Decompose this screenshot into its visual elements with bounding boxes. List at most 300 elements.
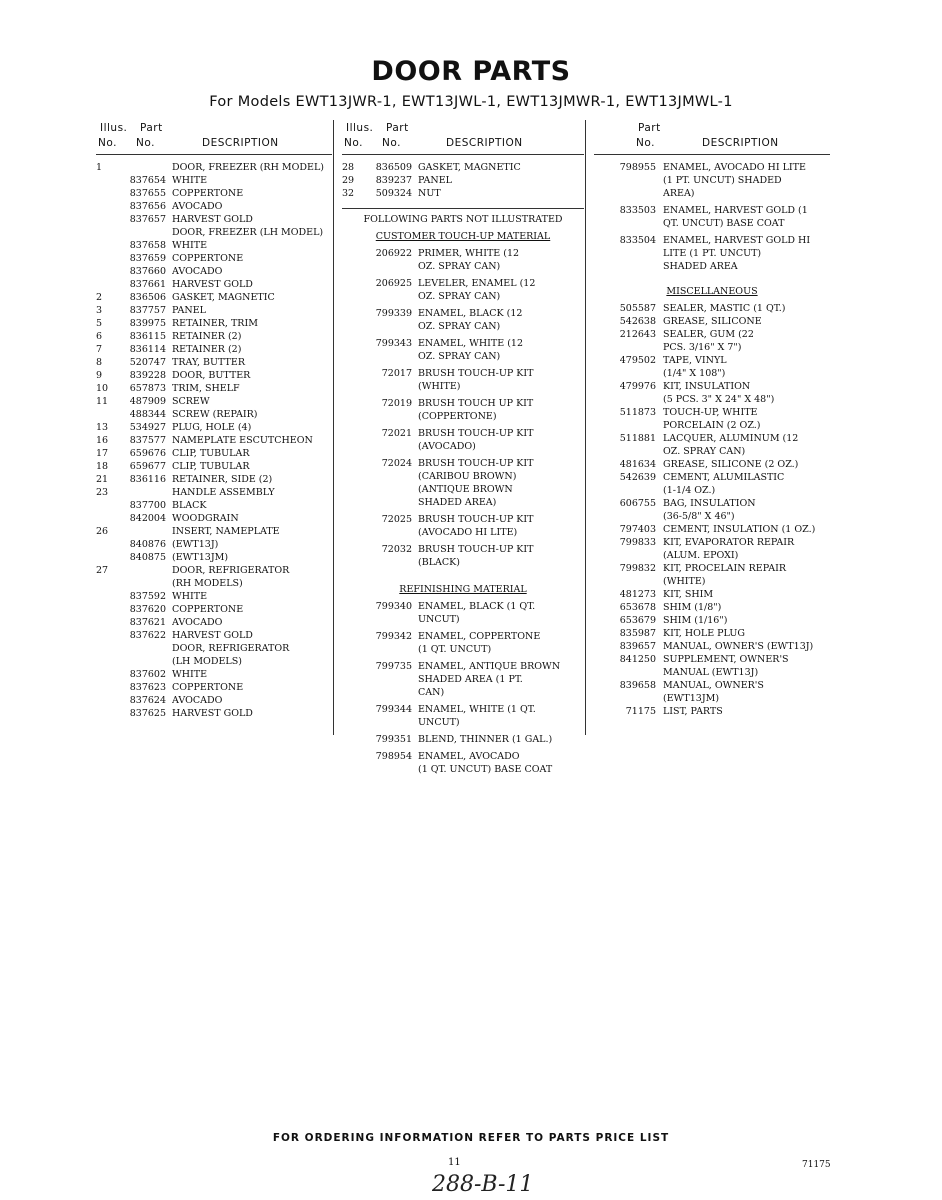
row-line [96, 200, 332, 213]
row-line [594, 217, 830, 230]
illus-number: 26 [96, 526, 109, 537]
illus-number [96, 551, 114, 564]
table-row [342, 513, 584, 543]
part-description: PANEL [418, 175, 452, 186]
part-number: 837620 [129, 604, 166, 615]
illus-number: 17 [96, 448, 109, 459]
illus-number [96, 629, 114, 642]
part-description: OZ. SPRAY CAN) [663, 446, 746, 457]
table-row [594, 204, 830, 234]
part-number [594, 187, 663, 200]
table-row [96, 356, 332, 369]
table-row [342, 277, 584, 307]
part-description: PLUG, HOLE (4) [172, 422, 252, 433]
part-description: MANUAL (EWT13J) [663, 667, 759, 678]
part-description: WHITE [172, 669, 208, 680]
part-number [594, 367, 663, 380]
table-row [594, 406, 830, 432]
row-line [594, 328, 830, 341]
part-description: ENAMEL, COPPERTONE [418, 631, 541, 642]
illus-number: 29 [342, 175, 355, 186]
part-number: 799342 [375, 631, 412, 642]
part-description: ENAMEL, HARVEST GOLD HI [663, 235, 811, 246]
page-subtitle: For Models EWT13JWR-1, EWT13JWL-1, EWT13JMWR-1, EWT13JMWL-1 [209, 94, 733, 110]
row-line [342, 643, 584, 656]
row-spacer [594, 273, 830, 277]
row-line [594, 187, 830, 200]
part-number: 212643 [619, 329, 656, 340]
part-number: 835987 [619, 628, 656, 639]
part-number: 837757 [129, 305, 166, 316]
part-description: KIT, HOLE PLUG [663, 628, 745, 639]
part-description: RETAINER (2) [172, 331, 242, 342]
part-number: 837625 [129, 708, 166, 719]
part-number: 520747 [129, 357, 166, 368]
table-row [96, 421, 332, 434]
part-number: 799340 [375, 601, 412, 612]
row-line [594, 536, 830, 549]
illus-number [342, 337, 360, 350]
part-description: SHIM (1/16") [663, 615, 728, 626]
part-description: HARVEST GOLD [172, 708, 253, 719]
row-line [594, 302, 830, 315]
part-number [594, 510, 663, 523]
row-line [342, 260, 584, 273]
part-number [114, 226, 172, 239]
illus-number [96, 707, 114, 720]
row-line [96, 668, 332, 681]
part-description: OZ. SPRAY CAN) [418, 351, 501, 362]
row-line [342, 703, 584, 716]
table-row [594, 302, 830, 315]
part-number: 839228 [129, 370, 166, 381]
part-number: 842004 [129, 513, 166, 524]
part-description: (WHITE) [418, 381, 461, 392]
row-line [342, 630, 584, 643]
column-header [342, 120, 584, 155]
parts-column-3 [594, 120, 830, 718]
part-description: BRUSH TOUCH-UP KIT [418, 514, 534, 525]
row-line [96, 421, 332, 434]
part-description: LIST, PARTS [663, 706, 723, 717]
illus-number [342, 703, 360, 716]
table-row [342, 247, 584, 277]
part-number: 839657 [619, 641, 656, 652]
table-row [342, 161, 584, 174]
part-description: SHADED AREA [663, 261, 738, 272]
part-description: (COPPERTONE) [418, 411, 497, 422]
part-number: 799343 [375, 338, 412, 349]
illus-number [342, 673, 360, 686]
table-row [96, 343, 332, 356]
row-line [594, 614, 830, 627]
illus-number: 11 [96, 396, 109, 407]
part-number: 72032 [381, 544, 412, 555]
row-spacer [342, 569, 584, 573]
part-description: (ANTIQUE BROWN [418, 484, 513, 495]
part-number: 836114 [129, 344, 166, 355]
illus-number [342, 513, 360, 526]
part-description: SHADED AREA (1 PT. [418, 674, 523, 685]
section-heading-text: MISCELLANEOUS [666, 286, 758, 297]
row-line [594, 666, 830, 679]
row-line [96, 174, 332, 187]
row-line [342, 380, 584, 393]
part-number [360, 686, 418, 699]
header-illus-no: No. [344, 137, 363, 149]
illus-number [96, 590, 114, 603]
row-line [342, 307, 584, 320]
part-number: 657873 [129, 383, 166, 394]
part-description: COPPERTONE [172, 253, 244, 264]
table-row [96, 525, 332, 538]
row-line [342, 750, 584, 763]
illus-number [342, 543, 360, 556]
part-description: (5 PCS. 3" X 24" X 48") [663, 394, 775, 405]
illus-number [96, 252, 114, 265]
part-description: SUPPLEMENT, OWNER'S [663, 654, 789, 665]
table-row [594, 315, 830, 328]
illus-number: 10 [96, 383, 109, 394]
part-description: (BLACK) [418, 557, 460, 568]
column-divider [585, 120, 586, 735]
row-line [96, 161, 332, 174]
part-number [114, 486, 172, 499]
row-line [96, 473, 332, 486]
part-number: 511881 [619, 433, 656, 444]
row-line [342, 483, 584, 496]
part-description: TRAY, BUTTER [172, 357, 245, 368]
header-description: DESCRIPTION [446, 137, 523, 149]
parts-list [342, 247, 584, 573]
part-number: 206922 [375, 248, 412, 259]
part-number: 837658 [129, 240, 166, 251]
part-number [360, 320, 418, 333]
part-description: BRUSH TOUCH-UP KIT [418, 428, 534, 439]
illus-number [342, 380, 360, 393]
part-description: HARVEST GOLD [172, 630, 253, 641]
part-description: (WHITE) [663, 576, 706, 587]
row-line [594, 367, 830, 380]
row-line [594, 497, 830, 510]
part-number: 71175 [625, 706, 656, 717]
part-description: WHITE [172, 591, 208, 602]
row-line [594, 471, 830, 484]
part-description: MANUAL, OWNER'S (EWT13J) [663, 641, 814, 652]
illus-number [342, 367, 360, 380]
parts-list [96, 161, 332, 720]
part-description: SCREW (REPAIR) [172, 409, 258, 420]
part-description: HARVEST GOLD [172, 279, 253, 290]
row-line [342, 427, 584, 440]
header-part: Part [140, 122, 163, 134]
illus-number: 6 [96, 331, 103, 342]
table-row [96, 499, 332, 512]
table-row [96, 473, 332, 486]
table-row [594, 432, 830, 458]
row-line [594, 640, 830, 653]
row-line [342, 686, 584, 699]
part-description: ENAMEL, BLACK (12 [418, 308, 523, 319]
column-header [594, 120, 830, 155]
illus-number [342, 397, 360, 410]
parts-column-2 [342, 120, 584, 780]
part-number [360, 380, 418, 393]
part-description: INSERT, NAMEPLATE [172, 526, 280, 537]
illus-number: 18 [96, 461, 109, 472]
part-description: CAN) [418, 687, 445, 698]
part-description: PCS. 3/16" X 7") [663, 342, 742, 353]
part-number [360, 470, 418, 483]
table-row [342, 457, 584, 513]
part-description: TAPE, VINYL [663, 355, 727, 366]
row-line [594, 523, 830, 536]
row-line [96, 551, 332, 564]
illus-number [96, 408, 114, 421]
table-row [594, 627, 830, 640]
part-description: CLIP, TUBULAR [172, 461, 250, 472]
row-line [96, 265, 332, 278]
header-illus-no: No. [98, 137, 117, 149]
part-number: 799735 [375, 661, 412, 672]
illus-number [96, 265, 114, 278]
part-number: 837655 [129, 188, 166, 199]
illus-number: 5 [96, 318, 103, 329]
row-line [96, 655, 332, 668]
part-description: (RH MODELS) [172, 578, 243, 589]
table-row [594, 536, 830, 562]
part-description: SHIM (1/8") [663, 602, 722, 613]
part-number: 505587 [619, 303, 656, 314]
row-line [96, 304, 332, 317]
row-line [342, 526, 584, 539]
part-description: WHITE [172, 175, 208, 186]
part-description: (EWT13JM) [172, 552, 229, 563]
row-line [342, 716, 584, 729]
table-row [96, 642, 332, 668]
table-row [96, 213, 332, 226]
table-row [96, 447, 332, 460]
row-line [594, 692, 830, 705]
illus-number: 7 [96, 344, 103, 355]
table-row [96, 239, 332, 252]
illus-number: 32 [342, 188, 355, 199]
illus-number [342, 247, 360, 260]
illus-number [96, 655, 114, 668]
part-number: 799344 [375, 704, 412, 715]
part-number: 837623 [129, 682, 166, 693]
part-description: (1 QT. UNCUT) [418, 644, 492, 655]
table-row [96, 226, 332, 239]
part-number: 837602 [129, 669, 166, 680]
row-line [342, 673, 584, 686]
illus-number [96, 213, 114, 226]
part-description: ENAMEL, BLACK (1 QT. [418, 601, 536, 612]
part-description: WOODGRAIN [172, 513, 239, 524]
part-number: 72024 [381, 458, 412, 469]
part-description: (1/4" X 108") [663, 368, 726, 379]
part-description: AVOCADO [172, 617, 223, 628]
part-description: DOOR, BUTTER [172, 370, 251, 381]
illus-number: 13 [96, 422, 109, 433]
part-number [594, 174, 663, 187]
table-row [594, 601, 830, 614]
row-line [594, 601, 830, 614]
table-row [96, 681, 332, 694]
row-line [594, 204, 830, 217]
row-line [96, 590, 332, 603]
row-line [96, 642, 332, 655]
part-description: KIT, SHIM [663, 589, 714, 600]
part-description: (1-1/4 OZ.) [663, 485, 716, 496]
part-number [360, 613, 418, 626]
row-line [594, 445, 830, 458]
illus-number [342, 556, 360, 569]
parts-list [342, 600, 584, 780]
part-description: DOOR, FREEZER (RH MODEL) [172, 162, 324, 173]
part-description: COPPERTONE [172, 682, 244, 693]
row-line [594, 247, 830, 260]
table-row [594, 471, 830, 497]
illus-number: 9 [96, 370, 103, 381]
part-number [360, 496, 418, 509]
row-line [594, 432, 830, 445]
row-line [594, 510, 830, 523]
part-description: ENAMEL, WHITE (12 [418, 338, 524, 349]
table-row [342, 367, 584, 397]
part-number [360, 483, 418, 496]
illus-number [342, 457, 360, 470]
header-description: DESCRIPTION [202, 137, 279, 149]
part-description: DOOR, REFRIGERATOR [172, 643, 290, 654]
part-number: 837577 [129, 435, 166, 446]
row-line [96, 252, 332, 265]
section-heading [342, 583, 584, 596]
illus-number [96, 681, 114, 694]
illus-number: 16 [96, 435, 109, 446]
part-description: NUT [418, 188, 441, 199]
part-description: AVOCADO [172, 201, 223, 212]
row-line [594, 588, 830, 601]
parts-list [342, 161, 584, 200]
table-row [342, 307, 584, 337]
table-row [96, 330, 332, 343]
part-description: BRUSH TOUCH-UP KIT [418, 544, 534, 555]
part-description: BRUSH TOUCH UP KIT [418, 398, 534, 409]
row-line [96, 564, 332, 577]
part-description: SEALER, GUM (22 [663, 329, 754, 340]
row-line [342, 470, 584, 483]
illus-number [96, 226, 114, 239]
part-number: 799351 [375, 734, 412, 745]
part-number [114, 642, 172, 655]
table-row [342, 660, 584, 703]
part-number: 206925 [375, 278, 412, 289]
part-number [594, 549, 663, 562]
row-line [342, 337, 584, 350]
part-number: 799339 [375, 308, 412, 319]
section-heading: FOLLOWING PARTS NOT ILLUSTRATED [342, 208, 584, 226]
part-description: AVOCADO [172, 266, 223, 277]
table-row [96, 187, 332, 200]
illus-number [96, 603, 114, 616]
part-description: LEVELER, ENAMEL (12 [418, 278, 536, 289]
section-heading-text: CUSTOMER TOUCH-UP MATERIAL [375, 231, 551, 242]
row-line [96, 369, 332, 382]
illus-number [96, 642, 114, 655]
illus-number [96, 187, 114, 200]
table-row [594, 705, 830, 718]
table-row [96, 265, 332, 278]
part-number: 839975 [129, 318, 166, 329]
illus-number [96, 200, 114, 213]
part-number: 839237 [375, 175, 412, 186]
part-description: UNCUT) [418, 717, 460, 728]
row-line [96, 330, 332, 343]
row-line [96, 694, 332, 707]
illus-number [342, 750, 360, 763]
part-description: KIT, EVAPORATOR REPAIR [663, 537, 795, 548]
part-description: PORCELAIN (2 OZ.) [663, 420, 761, 431]
part-description: BLACK [172, 500, 207, 511]
part-number: 836116 [129, 474, 166, 485]
part-description: RETAINER, TRIM [172, 318, 258, 329]
row-line [594, 484, 830, 497]
part-number: 481273 [619, 589, 656, 600]
part-description: BLEND, THINNER (1 GAL.) [418, 734, 553, 745]
header-part: Part [386, 122, 409, 134]
parts-list [594, 302, 830, 718]
page-number: 11 [448, 1157, 461, 1168]
illus-number [96, 278, 114, 291]
part-number: 837660 [129, 266, 166, 277]
part-description: KIT, PROCELAIN REPAIR [663, 563, 786, 574]
part-description: OZ. SPRAY CAN) [418, 291, 501, 302]
table-row [96, 369, 332, 382]
part-number: 837657 [129, 214, 166, 225]
row-line [594, 653, 830, 666]
part-description: CEMENT, ALUMILASTIC [663, 472, 785, 483]
table-row [96, 538, 332, 551]
header-illus: Illus. [346, 122, 374, 134]
part-number: 479502 [619, 355, 656, 366]
part-description: (36-5/8" X 46") [663, 511, 735, 522]
row-line [342, 543, 584, 556]
part-description: (EWT13JM) [663, 693, 720, 704]
row-line [342, 350, 584, 363]
row-line [594, 705, 830, 718]
row-line [96, 577, 332, 590]
illus-number: 27 [96, 565, 109, 576]
table-row [594, 679, 830, 705]
part-number: 653679 [619, 615, 656, 626]
illus-number [96, 538, 114, 551]
part-description: GREASE, SILICONE [663, 316, 762, 327]
table-row [342, 187, 584, 200]
part-number: 653678 [619, 602, 656, 613]
part-description: GASKET, MAGNETIC [172, 292, 275, 303]
illus-number [342, 260, 360, 273]
illus-number: 8 [96, 357, 103, 368]
row-line [594, 315, 830, 328]
part-description: OZ. SPRAY CAN) [418, 261, 501, 272]
part-number [360, 440, 418, 453]
date-code: 71175 [802, 1160, 831, 1170]
table-row [96, 564, 332, 590]
part-description: ENAMEL, ANTIQUE BROWN [418, 661, 561, 672]
row-line [594, 341, 830, 354]
part-number: 488344 [129, 409, 166, 420]
